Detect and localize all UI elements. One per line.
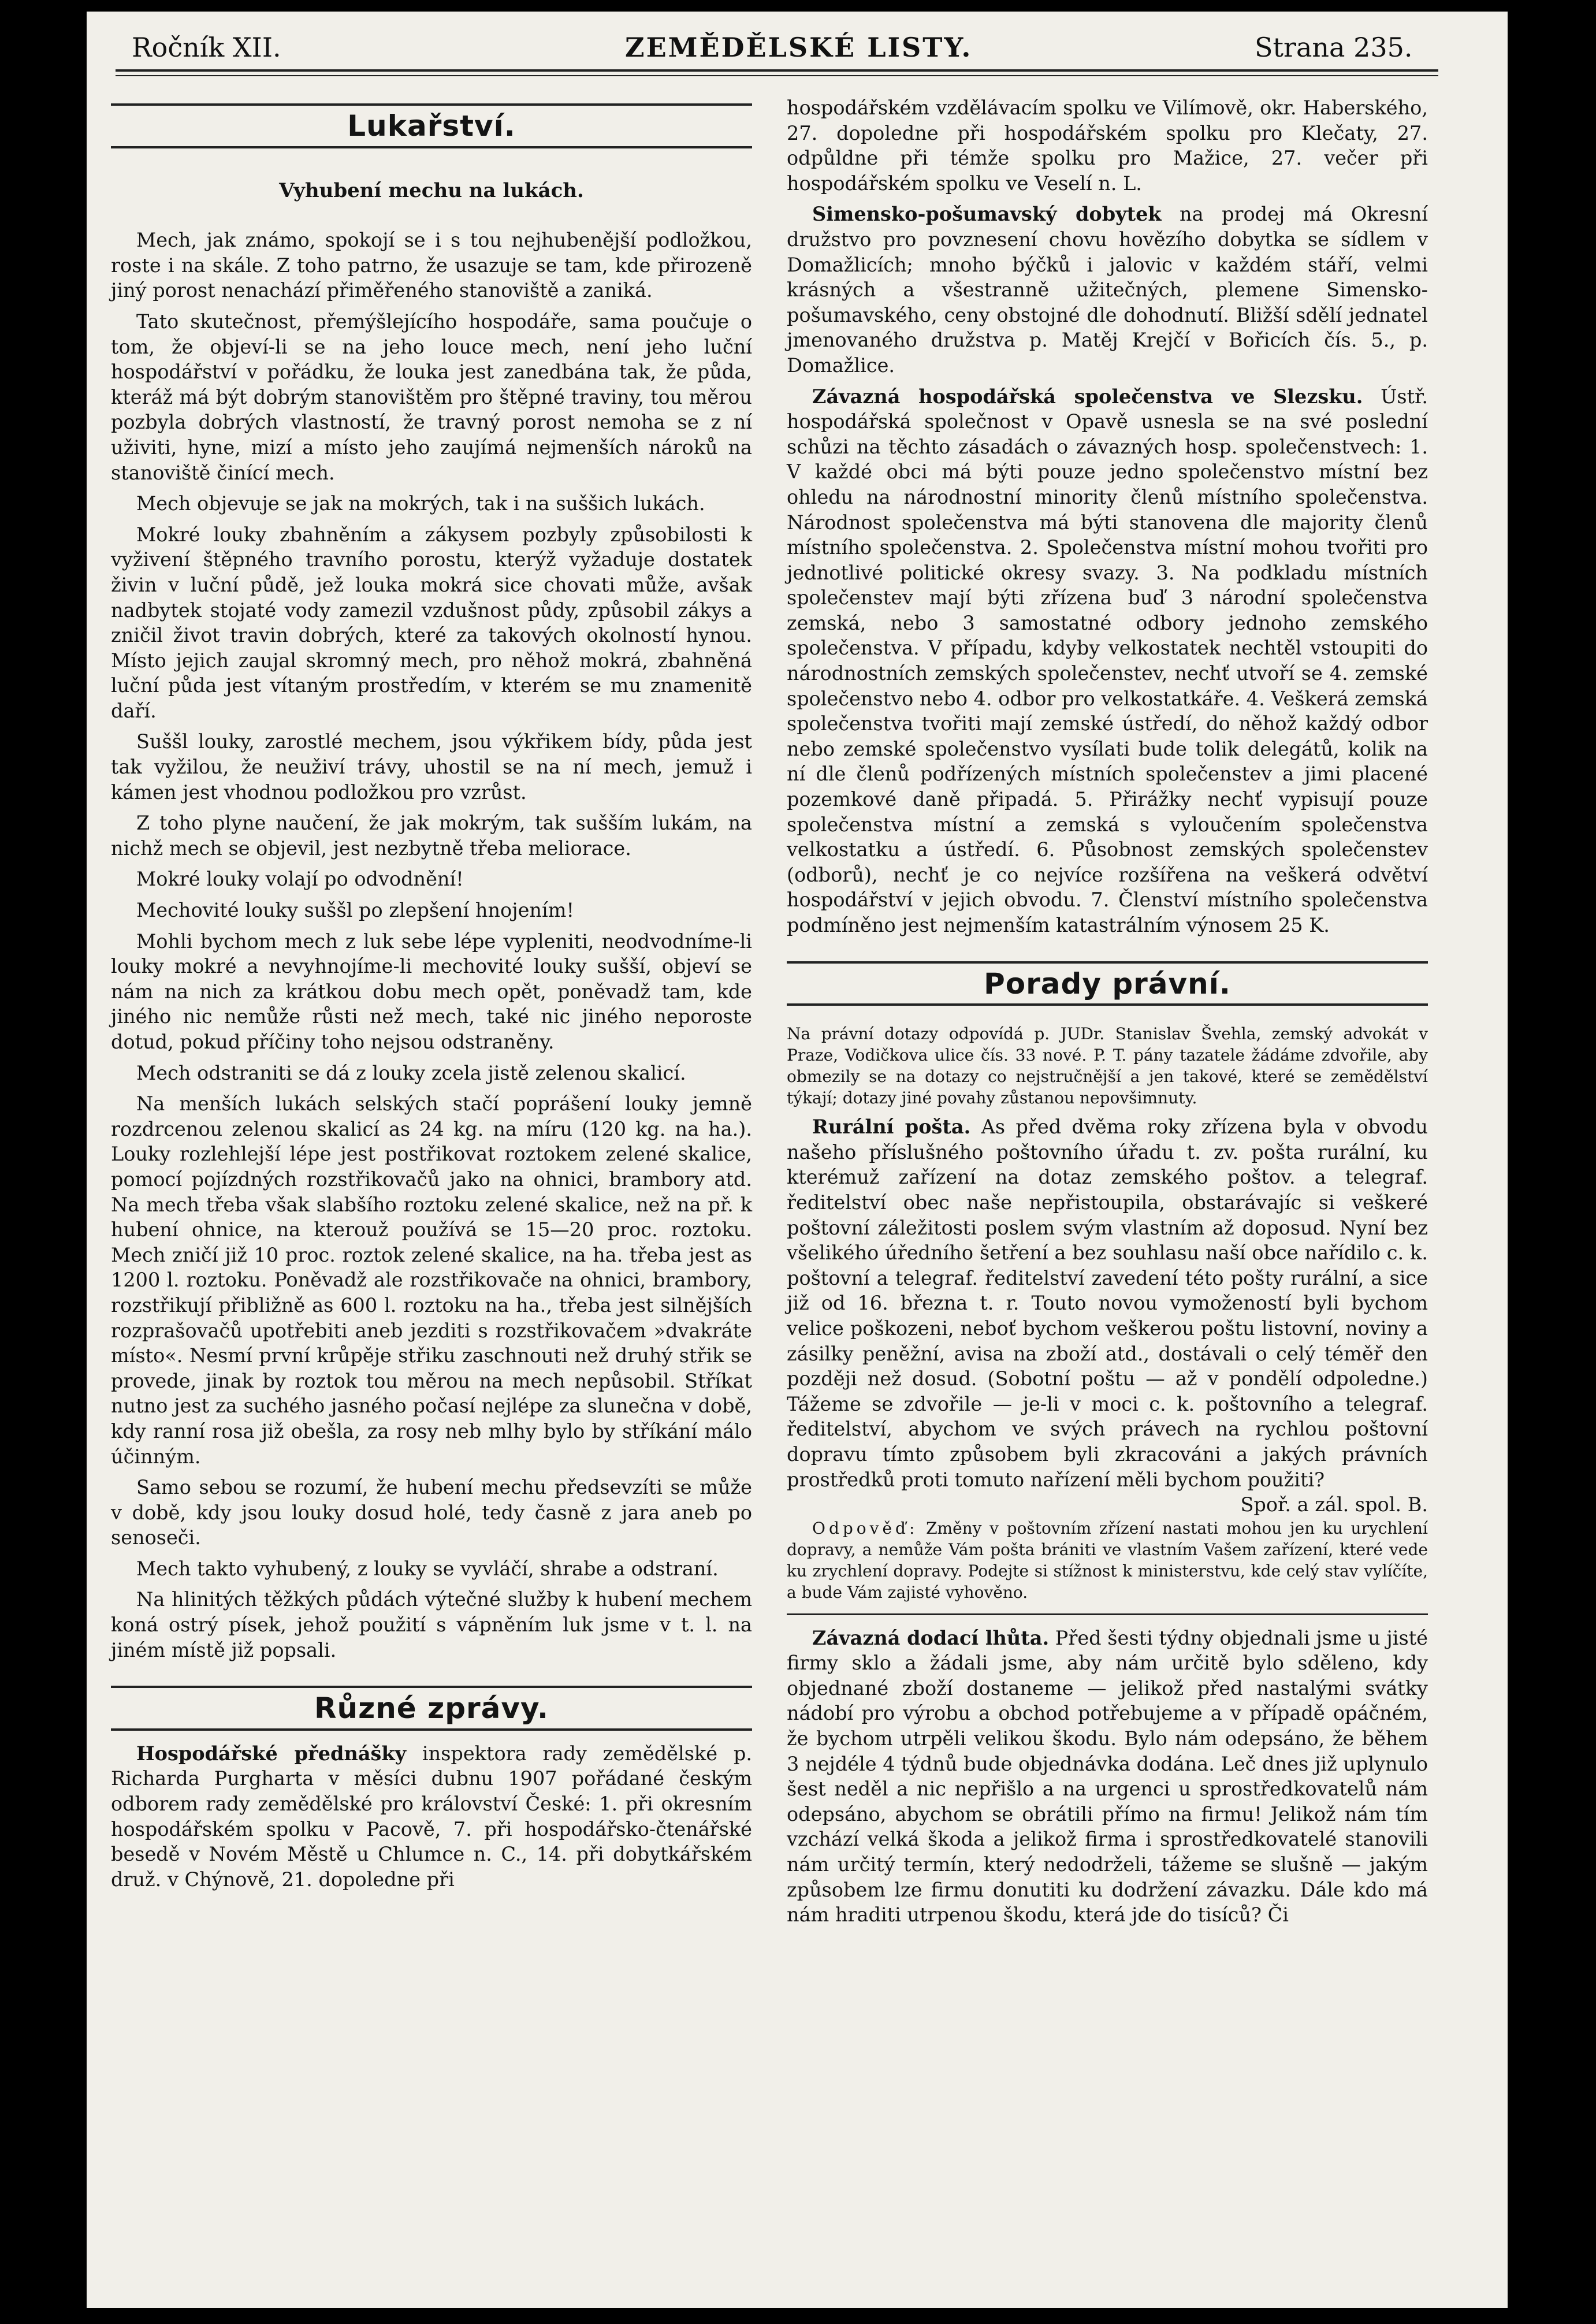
- news-text: na prodej má Okresní družstvo pro povznesení chovu hovězího dobytka se sídlem v Domažlicích; mnoho býčků i jalovic v každém stáří, velmi krásných a všestranně užitečných, plemene Simensko-pošumavského, ceny obstojné dle dohodnutí. Bližší sdělí jednatel jmenovaného družstva p. Matěj Krejčí v Bořicích čís. 5., p. Domažlice.: [787, 203, 1428, 377]
- divider: [787, 1613, 1428, 1615]
- section-title: Porady právní.: [984, 966, 1231, 1001]
- news-text: inspektora rady zemědělské p. Richarda Purgharta v měsíci dubnu 1907 pořádané českým odborem rady zemědělské pro království České: 1. při okresním hospodářském spolku v Pacově, 7. při hospodářsko-čtenářské besedě v Novém Městě u Chlumce n. C., 14. při dobytkářském druž. v Chýnově, 21. dopoledne při: [111, 1742, 752, 1891]
- section-header-ruzne: [111, 1686, 752, 1731]
- legal-intro: Na právní dotazy odpovídá p. JUDr. Stanislav Švehla, zemský advokát v Praze, Vodičkova ulice čís. 33 nové. P. T. pány tazatele žádáme zdvořile, aby obmezily se na dotazy co nejstručnější a jen takové, které se zemědělství týkají; dotazy jiné povahy zůstanou nepovšimnuty.: [787, 1024, 1428, 1108]
- header-rule-thin: [116, 75, 1438, 76]
- article-paragraph: Mokré louky zbahněním a zákysem pozbyly způsobilosti k vyživení štěpného travního porostu, kterýž vyžaduje dostatek živin v luční půdě, jež louka mokrá sice chovati může, avšak nadbytek stojaté vody zamezil vzdušnost půdy, způsobil zákys a zničil život travin dobrých, které za takových okolností hynou. Místo jejich zaujal skromný mech, pro něhož mokrá, zbahněná luční půda jest vítaným prostředím, v kterém se mu znamenitě daří.: [111, 523, 752, 722]
- question-signature: Spoř. a zál. spol. B.: [1240, 1493, 1428, 1516]
- news-item: [787, 202, 1428, 378]
- left-column: [111, 95, 752, 1898]
- news-continuation: hospodářském vzdělávacím spolku ve Vilímově, okr. Haberského, 27. dopoledne při hospodářském spolku pro Klečaty, 27. odpůldne při témže spolku pro Mažice, 27. večer při hospodářském spolku ve Veselí n. L.: [787, 96, 1428, 195]
- masthead-title: ZEMĚDĚLSKÉ LISTY.: [625, 32, 973, 63]
- section-title: Lukařství.: [347, 109, 516, 143]
- news-item: [111, 1741, 752, 1892]
- section-title: Různé zprávy.: [314, 1691, 549, 1726]
- section-header-lukarstvi: [111, 103, 752, 148]
- question-lead: Závazná dodací lhůta.: [812, 1626, 1050, 1649]
- article-paragraph: Na menších lukách selských stačí poprášení louky jemně rozdrcenou zelenou skalicí as 24 kg. na míru (120 kg. na ha.). Louky rozlehlejší lépe jest postřikovat roztokem zelené skalice, pomocí pojízdných rozstřikovačů jako na ohnici, brambory atd. Na mech třeba však slabšího roztoku zelené skalice, než na př. k hubení ohnice, na kterouž používá se 15—20 proc. roztoku. Mech zničí již 10 proc. roztok zelené skalice, na ha. třeba jest as 1200 l. roztoku. Poněvadž ale rozstřikovače na ohnici, brambory, rozstřikují přibližně as 600 l. roztoku na ha., třeba jest silnějších rozprašovačů upotřebiti aneb jezditi s rozstřikovačem »dvakráte místo«. Nesmí první krůpěje střiku zaschnouti než druhý střik se provede, jinak by roztok tou měrou na mech nepůsobil. Stříkat nutno jest za suchého jasného počasí nejlépe za slunečna v době, kdy ranní rosa již obešla, za rosy neb mlhy bylo by stříkání málo účinným.: [111, 1092, 752, 1468]
- article-subheading: Vyhubení mechu na lukách.: [279, 179, 584, 202]
- legal-answer: [787, 1518, 1428, 1603]
- article-paragraph: Mech, jak známo, spokojí se i s tou nejhubenější podložkou, roste i na skále. Z toho patrno, že usazuje se tam, kde přirozeně jiný porost nenachází přiměřeného stanoviště a zaniká.: [111, 229, 752, 302]
- article-paragraph: Samo sebou se rozumí, že hubení mechu předsevzíti se může v době, kdy jsou louky dosud holé, tedy časně z jara aneb po senoseči.: [111, 1476, 752, 1549]
- news-lead: Simensko-pošumavský dobytek: [812, 203, 1162, 226]
- article-paragraph: Mechovité louky suššl po zlepšení hnojením!: [136, 899, 574, 922]
- news-item: [787, 384, 1428, 938]
- section-header-porady: [787, 961, 1428, 1006]
- legal-question: [787, 1626, 1428, 1928]
- article-paragraph: Na hlinitých těžkých půdách výtečné služby k hubení mechem koná ostrý písek, jehož použití s vápněním luk jsme v t. l. na jiném místě již popsali.: [111, 1588, 752, 1661]
- article-paragraph: Mokré louky volají po odvodnění!: [136, 868, 464, 891]
- news-lead: Hospodářské přednášky: [136, 1742, 407, 1765]
- article-paragraph: Mech takto vyhubený, z louky se vyvláčí, shrabe a odstraní.: [136, 1557, 719, 1580]
- right-column: [787, 95, 1428, 1933]
- page-number: Strana 235.: [1255, 32, 1413, 63]
- article-paragraph: Mech odstraniti se dá z louky zcela jistě zelenou skalicí.: [136, 1061, 686, 1084]
- article-paragraph: Z toho plyne naučení, že jak mokrým, tak sušším lukám, na nichž mech se objevil, jest nezbytně třeba meliorace.: [111, 812, 752, 860]
- article-paragraph: Mohli bychom mech z luk sebe lépe vypleniti, neodvodníme-li louky mokré a nevyhnojíme-li mechovité louky sušší, objeví se nám na nich za krátkou dobu mech opět, poněvadž tam, kde jiného nic nemůže růsti než mech, také nic jiného neporoste dotud, pokud příčiny toho nejsou odstraněny.: [111, 929, 752, 1053]
- article-paragraph: Tato skutečnost, přemýšlejícího hospodáře, sama poučuje o tom, že objeví-li se na jeho louce mech, není jeho luční hospodářství v pořádku, že louka jest zanedbána tak, že půda, kteráž má být dobrým stanovištěm pro štěpné traviny, tou měrou pozbyla dobrých vlastností, že travný porost nemoha se z ní uživiti, hyne, mizí a místo jeho zaujímá nejmenších nároků na stanoviště činící mech.: [111, 310, 752, 484]
- news-text: Ústř. hospodářská společnost v Opavě usnesla se na své poslední schůzi na těchto zásadách o závazných hosp. společenstvech: 1. V každé obci má býti pouze jedno společenstvo místní bez ohledu na národnostní minority členů místního společenstva. Národnost společenstva má býti stanovena dle majority členů místního společenstva. 2. Společenstva místní mohou tvořiti pro jednotlivé politické okresy svazy. 3. Na podkladu místních společenstev mají býti zřízena buď 3 národní společenstva zemská, nebo 3 samostatné odbory jednoho zemského společenstva. V případu, kdyby velkostatek nechtěl vstoupiti do národnostních zemských společenstev, nechť utvoří se 4. zemské společenstvo nebo 4. odbor pro velkostatkáře. 4. Veškerá zemská společenstva tvořiti mají zemské ústředí, do něhož každý odbor nebo zemské společenstvo vysílati bude tolik delegátů, kolik na ní dle členů podřízených místních společenstev a jimi placené pozemkové daně připadá. 5. Přirážky nechť vypisují pouze společenstva místní a zemská s vyloučením společenstva velkostatku a ústředí. 6. Působnost zemských společenstev (odborů), nechť je co nejvíce rozšířena na veškerá odvětví hospodářství v jejich obvodu. 7. Členství místního společenstva podmíněno jest nejmenším katastrálním výnosem 25 K.: [787, 385, 1428, 936]
- news-lead: Závazná hospodářská společenstva ve Slezsku.: [812, 385, 1363, 408]
- article-paragraph: Suššl louky, zarostlé mechem, jsou výkřikem bídy, půda jest tak vyžilou, že neuživí trávy, uhostil se na ní mech, jemuž i kámen jest vhodnou podložkou pro vzrůst.: [111, 730, 752, 804]
- answer-label: Odpověď:: [812, 1518, 918, 1538]
- article-paragraph: Mech objevuje se jak na mokrých, tak i na suššich lukách.: [136, 492, 705, 515]
- question-text: As před dvěma roky zřízena byla v obvodu našeho příslušného poštovního úřadu t. zv. pošta rurální, ku kterémuž zařízení na dotaz zemského poštov. a telegraf. ředitelství obec naše nepřistoupila, obstarávajíc si veškeré poštovní záležitosti poslem svým vlastním až doposud. Nyní bez všelikého úředního šetření a bez souhlasu naší obce nařídilo c. k. poštovní a telegraf. ředitelství zavedení této pošty rurální, a sice již od 16. března t. r. Touto novou vymožeností byli bychom velice poškozeni, neboť bychom veškerou poštu listovní, noviny a zásilky peněžní, avisa na zboží atd., dostávali o celý téměř den později než dosud. (Sobotní poštu — až v pondělí odpoledne.) Tážeme se zdvořile — je-li v moci c. k. poštovního a telegraf. ředitelství, abychom ve svých právech na rychlou poštovní dopravu tímto způsobem byli zkracováni a jakých právních prostředků proti tomuto nařízení měli bychom použiti?: [787, 1115, 1428, 1491]
- answer-text: Změny v poštovním zřízení nastati mohou jen ku urychlení dopravy, a nemůže Vám pošta brániti ve vlastním Vašem zařízení, které vede ku zrychlení dopravy. Podejte si stížnost k ministerstvu, kde celý stav vylíčíte, a bude Vám zajisté vyhověno.: [787, 1518, 1428, 1602]
- volume-label: Ročník XII.: [132, 32, 281, 63]
- question-text: Před šesti týdny objednali jsme u jisté firmy sklo a žádali jsme, aby nám určitě bylo sděleno, kdy objednané zboží dostaneme — jelikož před nastalými svátky nádobí pro výrobu a obchod potřebujeme a v případě opáčném, že bychom utrpěli velikou škodu. Bylo nám odepsáno, že během 3 nejdéle 4 týdnů bude objednávka dodána. Leč dnes již uplynulo šest neděl a nic nepřišlo a na urgenci u sprostředkovatelů nám odepsáno, abychom se obrátili přímo na firmu! Jelikož nám tím vzchází velká škoda a jelikož firma i sprostředkovatelé stanovili nám určitý termín, který nedodrželi, tážeme se slušně — jakým způsobem lze firmu donutiti ku dodržení závazku. Dále kdo má nám hraditi utrpenou škodu, která jde do tisíců? Či: [787, 1626, 1428, 1927]
- header-rule: [116, 69, 1438, 72]
- legal-question: [787, 1114, 1428, 1516]
- question-lead: Rurální pošta.: [812, 1115, 971, 1139]
